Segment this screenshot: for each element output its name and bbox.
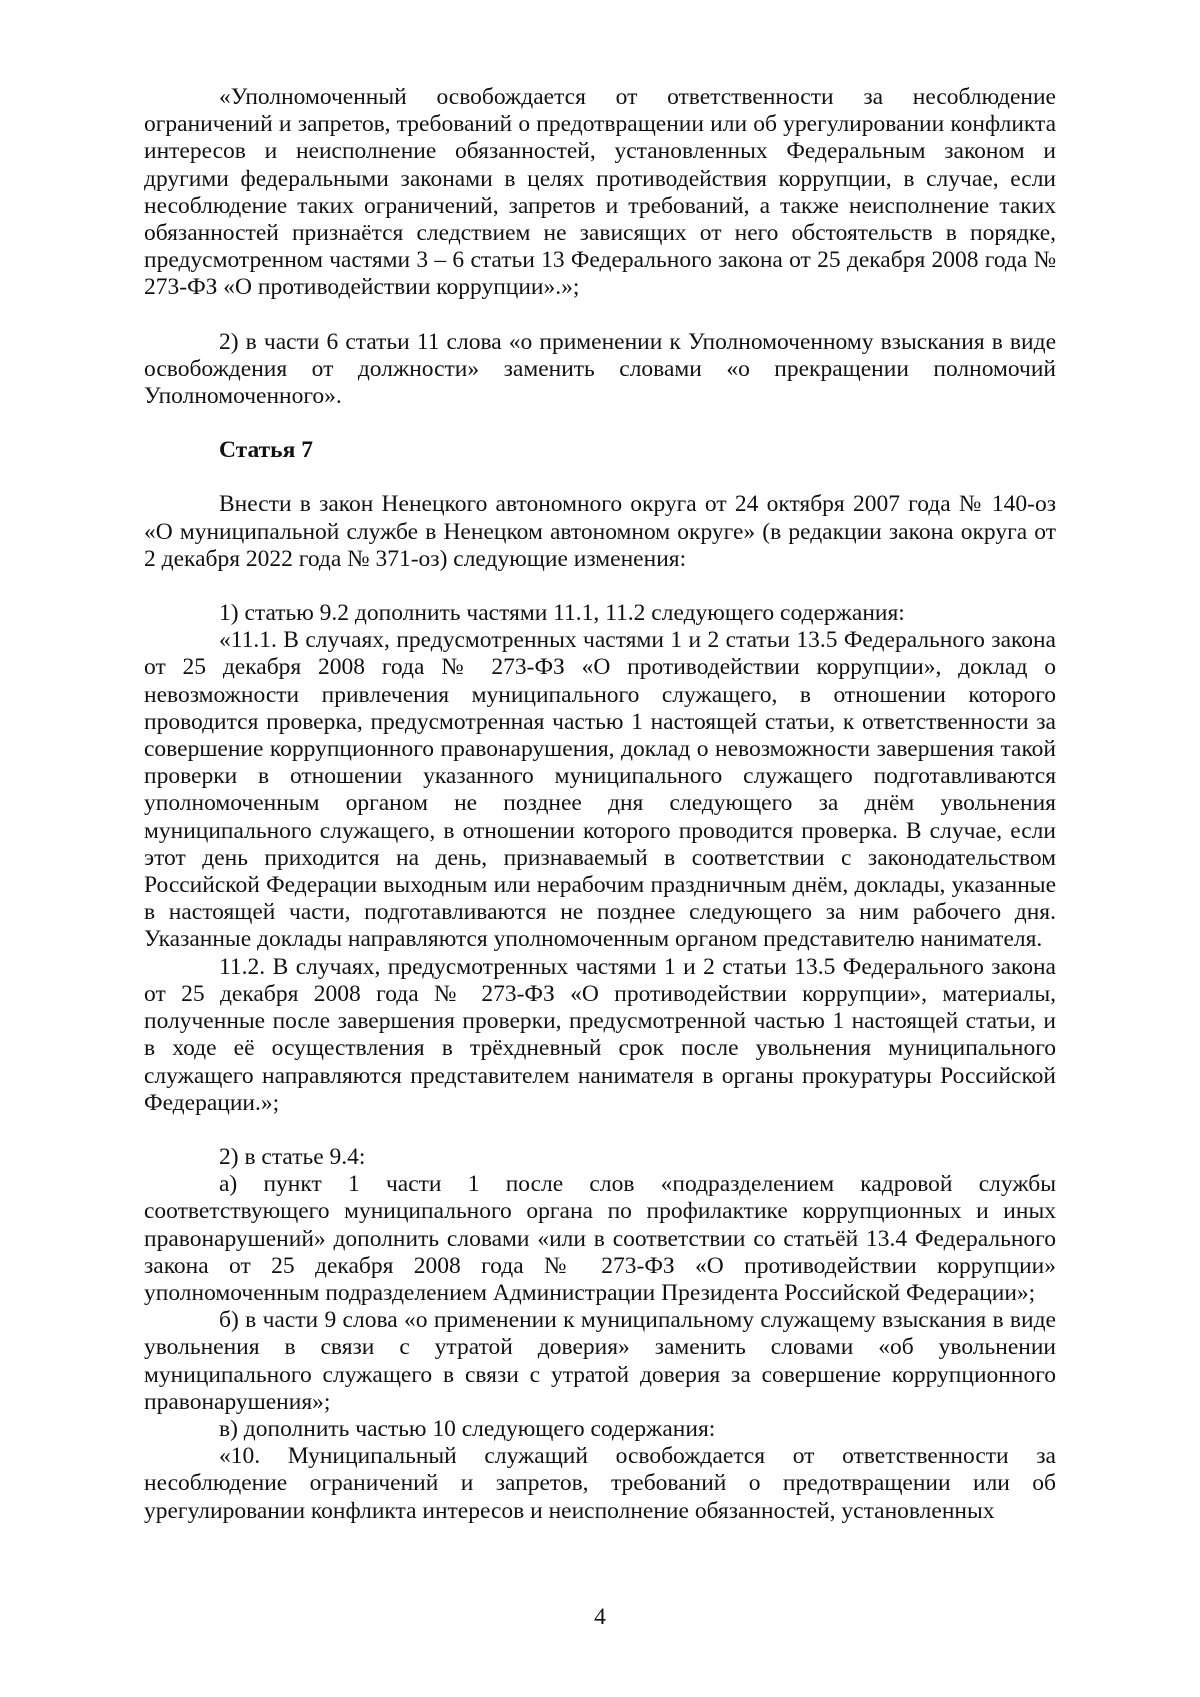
paragraph-item-2-article-9-4: 2) в статье 9.4: [219, 1143, 366, 1170]
article-7-heading: Статья 7 [219, 437, 313, 464]
page-number: 4 [594, 1604, 606, 1630]
paragraph-part-11-2: 11.2. В случаях, предусмотренных частями 1 и 2 статьи 13.5 Федерального закона от 25 декабря 2008 года № 273-ФЗ «О противодействии коррупции», материалы, полученные после завершения проверки, предусмотренной частью 1 настоящей статьи, и в ходе её осуществления в трёхдневный срок после увольнения муниципального служащего направляются представителем нанимателя в органы прокуратуры Российской Федерации.»; [144, 953, 1056, 1116]
paragraph-article-7-intro: Внести в закон Ненецкого автономного округа от 24 октября 2007 года № 140-оз «О муниципальной службе в Ненецком автономном округе» (в редакции закона округа от 2 декабря 2022 года № 371-оз) следующие изменения: [144, 491, 1056, 572]
paragraph-part-10: «10. Муниципальный служащий освобождается от ответственности за несоблюдение ограничений и запретов, требований о предотвращении или об урегулировании конфликта интересов и неисполнение обязанностей, установленных [144, 1443, 1056, 1524]
paragraph-subitem-b: б) в части 9 слова «о применении к муниципальному служащему взыскания в виде увольнения в связи с утратой доверия» заменить словами «об увольнении муниципального служащего в связи с утратой доверия за совершение коррупционного правонарушения»; [144, 1307, 1056, 1415]
document-body [144, 84, 1056, 1525]
paragraph-subitem-v: в) дополнить частью 10 следующего содержания: [219, 1415, 716, 1442]
paragraph-item-1-article-9-2: 1) статью 9.2 дополнить частями 11.1, 11.2 следующего содержания: [219, 600, 905, 627]
paragraph-ombudsman-exemption: «Уполномоченный освобождается от ответственности за несоблюдение ограничений и запретов, требований о предотвращении или об урегулировании конфликта интересов и неисполнение обязанностей, установленных Федеральным законом и другими федеральными законами в целях противодействия коррупции, в случае, если несоблюдение таких ограничений, запретов и требований, а также неисполнение таких обязанностей признаётся следствием не зависящих от него обстоятельств в порядке, предусмотренном частями 3 – 6 статьи 13 Федерального закона от 25 декабря 2008 года № 273-ФЗ «О противодействии коррупции».»; [144, 84, 1056, 301]
paragraph-item-2-article-11: 2) в части 6 статьи 11 слова «о применении к Уполномоченному взыскания в виде освобождения от должности» заменить словами «о прекращении полномочий Уполномоченного». [144, 328, 1056, 410]
paragraph-subitem-a: а) пункт 1 части 1 после слов «подразделением кадровой службы соответствующего муниципального органа по профилактике коррупционных и иных правонарушений» дополнить словами «или в соответствии со статьёй 13.4 Федерального закона от 25 декабря 2008 года № 273-ФЗ «О противодействии коррупции» уполномоченным подразделением Администрации Президента Российской Федерации»; [144, 1171, 1056, 1306]
paragraph-part-11-1: «11.1. В случаях, предусмотренных частями 1 и 2 статьи 13.5 Федерального закона от 25 декабря 2008 года № 273-ФЗ «О противодействии коррупции», доклад о невозможности привлечения муниципального служащего, в отношении которого проводится проверка, предусмотренная частью 1 настоящей статьи, к ответственности за совершение коррупционного правонарушения, доклад о невозможности завершения такой проверки в отношении указанного муниципального служащего подготавливаются уполномоченным органом не позднее дня следующего за днём увольнения муниципального служащего, в отношении которого проводится проверка. В случае, если этот день приходится на день, признаваемый в соответствии с законодательством Российской Федерации выходным или нерабочим праздничным днём, доклады, указанные в настоящей части, подготавливаются не позднее следующего за ним рабочего дня. Указанные доклады направляются уполномоченным органом представителю нанимателя. [144, 627, 1056, 953]
